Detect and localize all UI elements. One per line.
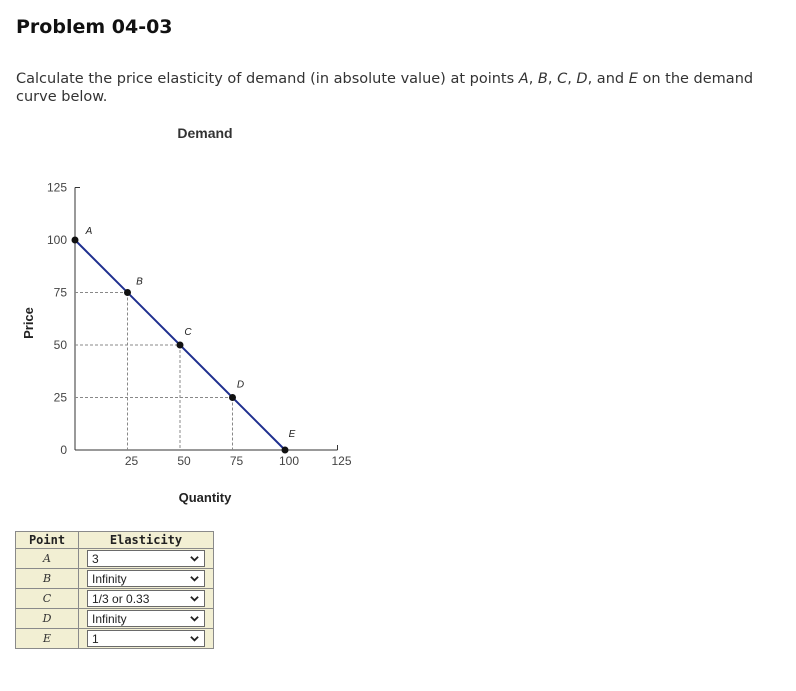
page-title: Problem 04-03 [16, 16, 173, 38]
data-point-b [124, 289, 131, 296]
x-tick-label: 25 [124, 454, 139, 468]
x-tick-label: 75 [229, 454, 244, 468]
elasticity-table [15, 531, 214, 649]
y-tick-label: 125 [46, 180, 67, 195]
question-point-b: B [537, 71, 548, 87]
chart-title: Demand [177, 125, 233, 141]
x-tick-label: 50 [177, 454, 191, 468]
table-row [16, 609, 214, 629]
selected-value: 3 [92, 552, 99, 566]
row-point-label: D [16, 609, 79, 629]
elasticity-select[interactable] [87, 550, 205, 567]
x-tick-label: 100 [278, 454, 300, 468]
data-point-e [282, 447, 289, 454]
table-row [16, 629, 214, 649]
data-point-d [229, 394, 236, 401]
chevron-down-icon [190, 634, 199, 643]
question-tail: on the demand curve below. [16, 71, 754, 105]
demand-chart [0, 110, 400, 520]
selected-value: Infinity [92, 612, 127, 626]
question-point-c: C [557, 71, 568, 87]
data-point-label: A [85, 226, 93, 237]
row-point-label: B [16, 569, 79, 589]
x-axis-label: Quantity [178, 490, 232, 505]
table-row [16, 589, 214, 609]
selected-value: 1/3 or 0.33 [92, 592, 150, 606]
data-point-label: E [288, 429, 296, 440]
data-point-c [177, 342, 184, 349]
row-point-label: A [16, 549, 79, 569]
elasticity-select[interactable] [87, 610, 205, 627]
y-tick-label: 25 [53, 390, 67, 405]
data-point-label: B [136, 276, 143, 288]
selected-value: 1 [92, 632, 99, 646]
y-tick-label: 100 [46, 233, 67, 247]
table-row [16, 569, 214, 589]
chevron-down-icon [190, 574, 199, 583]
question-text: Calculate the price elasticity of demand (in absolute value) at points A, B, C, D, and E on the demand curve below. [16, 71, 754, 105]
table-header-elasticity: Elasticity [79, 532, 214, 549]
question-point-e: E [628, 71, 638, 87]
y-axis-label: Price [21, 307, 36, 339]
elasticity-select[interactable] [87, 590, 205, 607]
data-point-label: D [236, 379, 245, 391]
row-point-label: E [16, 629, 79, 649]
row-point-label: C [16, 589, 79, 609]
elasticity-select[interactable] [87, 570, 205, 587]
question-point-d: D [576, 71, 588, 87]
elasticity-select[interactable] [87, 630, 205, 647]
chevron-down-icon [190, 554, 199, 563]
chevron-down-icon [190, 614, 199, 623]
question-point-a: A [518, 71, 529, 87]
chevron-down-icon [190, 594, 199, 603]
y-tick-label: 0 [60, 443, 67, 457]
x-tick-label: 125 [331, 454, 352, 468]
table-header-point: Point [16, 532, 79, 549]
y-tick-label: 75 [53, 285, 67, 300]
data-point-a [72, 237, 79, 244]
y-tick-label: 50 [53, 338, 67, 352]
question-lead: Calculate the price elasticity of demand (in absolute value) at points [16, 71, 519, 87]
table-row [16, 549, 214, 569]
data-point-label: C [184, 327, 192, 338]
selected-value: Infinity [92, 572, 127, 586]
